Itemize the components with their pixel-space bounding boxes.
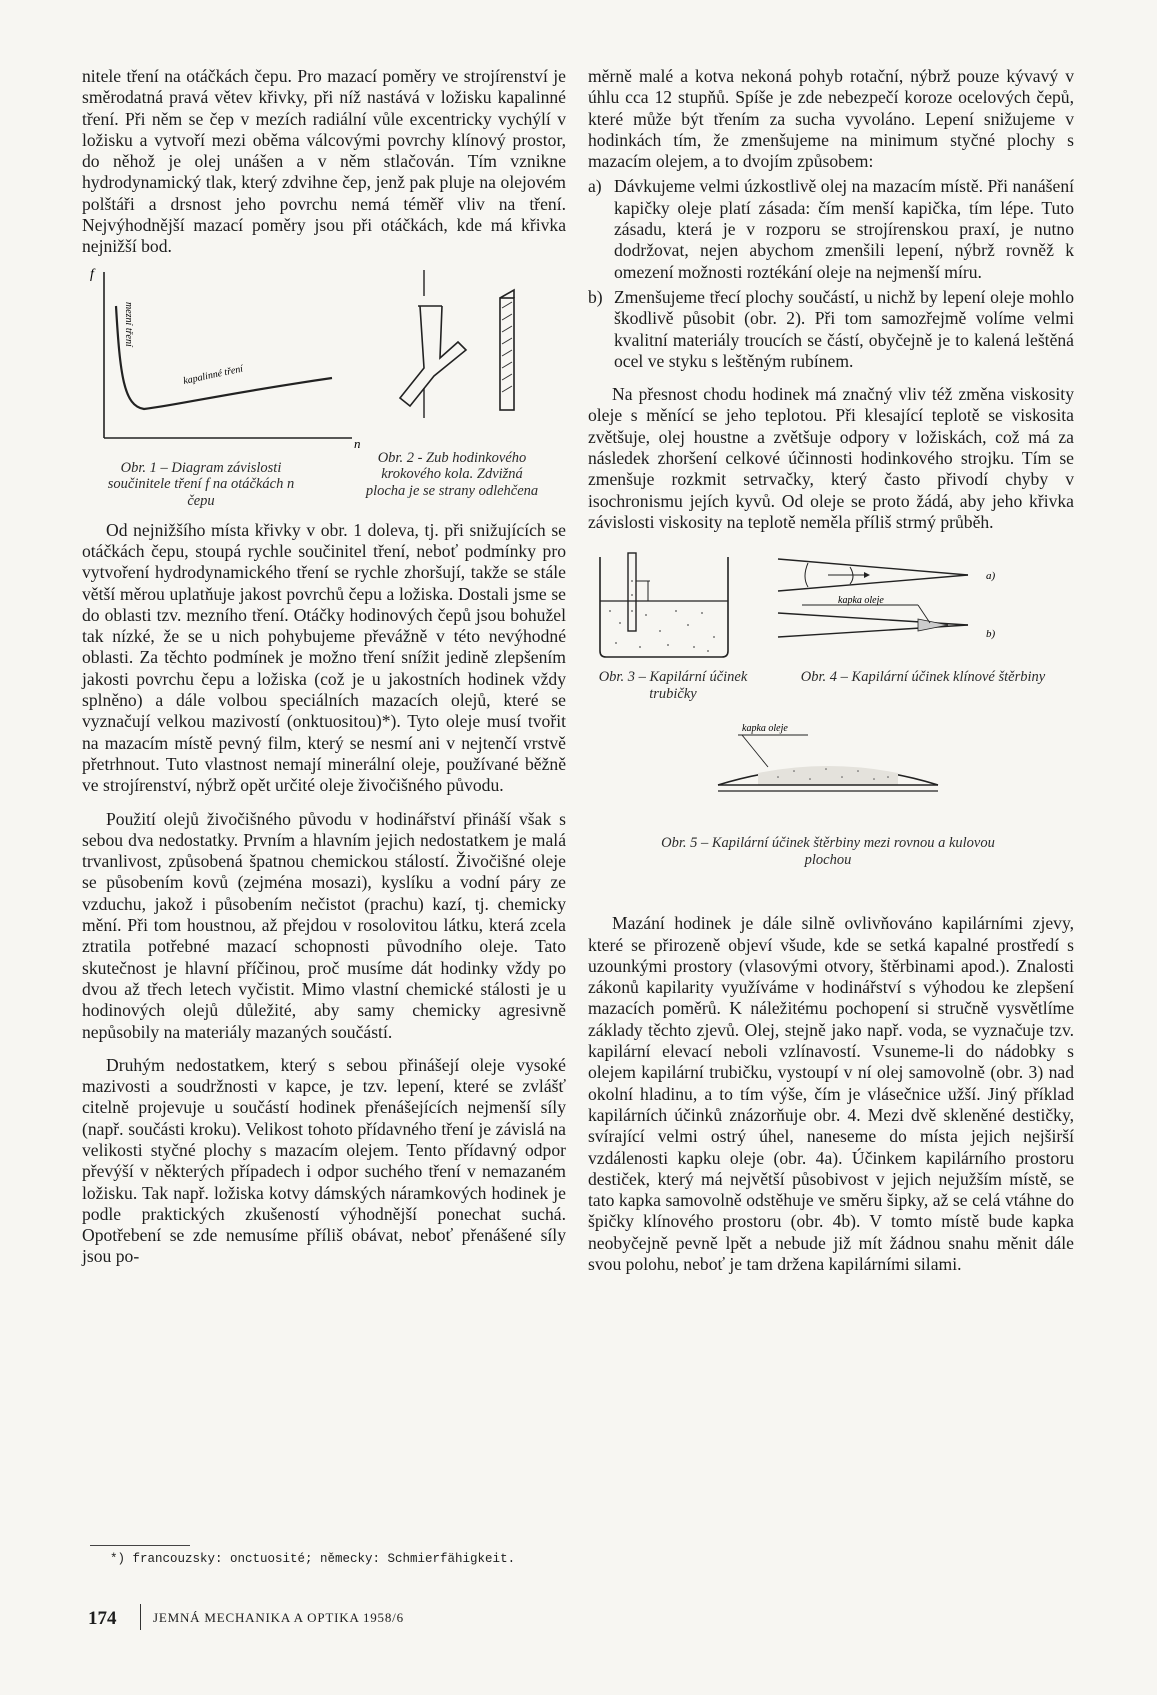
boundary-friction-label: mezní tření (123, 301, 134, 347)
footer-divider (140, 1604, 141, 1630)
right-column (588, 66, 1074, 1275)
figure-caption-4: Obr. 4 – Kapilární účinek klínové štěrbiny (800, 669, 1046, 686)
list-marker: a) (588, 176, 602, 197)
list-item (588, 287, 1074, 372)
list-marker: b) (588, 286, 603, 307)
figure-row-3-4-5 (588, 533, 1074, 913)
journal-title: JEMNÁ MECHANIKA A OPTIKA 1958/6 (153, 1610, 404, 1625)
x-axis-label: n (354, 435, 361, 451)
y-axis-label: f (90, 266, 94, 282)
tooth-figure (382, 268, 532, 426)
list-text: Zmenšujeme třecí plochy součástí, u nichž by lepení oleje mohlo škodlivě působit (obr. 2). Při tom samozřejmě volíme velmi kvalitní materiály troucích se částí, obyčejně je to kalená leštěná ocel ve styku s leštěným rubínem. (614, 286, 1074, 371)
paragraph: měrně malé a kotva nekoná pohyb rotační, nýbrž pouze kývavý v úhlu cca 12 stupňů. Spíše je zde nebezpečí koroze ocelových čepů, které může být třením za sucha vyvoláno. Lepení snižujeme v hodinkách tím, že zmenšujeme na minimum styčné plochy s mazacím olejem, a to dvojím způsobem: (588, 66, 1074, 172)
sphere-drop-label: kapka oleje (742, 723, 788, 735)
figure-row-1-2 (82, 258, 566, 520)
fluid-friction-label: kapalinné tření (182, 363, 245, 387)
capillary-tube-figure (596, 551, 746, 661)
footnote: *) francouzsky: onctuosité; německy: Schmierfähigkeit. (110, 1552, 516, 1566)
figure-caption-2: Obr. 2 - Zub hodinkového krokového kola. Zdvižná plocha je se strany odlehčena (365, 449, 539, 499)
list-item (588, 176, 1074, 282)
figure-caption-1: Obr. 1 – Diagram závislosti součinitele tření f na otáčkách n čepu (107, 459, 295, 509)
paragraph: Na přesnost chodu hodinek má značný vliv též změna viskosity oleje s měnící se jeho teplotou. Při klesající teplotě se viskosita zvětšuje, olej houstne a zvětšuje odpory v ložiskách, což má za následek zhoršení celkové účinnosti hodinkového strojku. Tím se zmenšuje rozkmit setrvačky, který často přivodí chyby v isochronismu jejích kyvů. Od oleje se proto žádá, aby jeho křivka závislosti viskosity na teplotě neměla příliš strmý průběh. (588, 384, 1074, 532)
sphere-gap-figure (698, 719, 958, 829)
page-number: 174 (88, 1608, 117, 1629)
paragraph: Druhým nedostatkem, který s sebou přinášejí oleje vysoké mazivosti a soudržnosti v kapce, je tzv. lepení, které se zvlášť citelně projevuje u součástí hodinek přenášejících nejmenší síly (např. součásti kroku). Velikost tohoto přídavného tření je závislá na velikosti styčné plochy s mazacím olejem. Tento přídavný odpor převýší v některých případech i odpor suchého tření v nemazaném ložisku. Tak např. ložiska kotvy dámských náramkových hodinek je podle praktických zkušeností výhodnější ponechat suchá. Opotřebení se zde nemusíme příliš obávat, neboť přenášené síly jsou po- (82, 1054, 566, 1267)
paragraph: nitele tření na otáčkách čepu. Pro mazací poměry ve strojírenství je směrodatná pravá větev křivky, při níž nastává v ložisku kapalinné tření. Při něm se čep v mezích radiální vůle excentricky vychýlí v ložisku a vytvoří mezi oběma válcovými povrchy klínový prostor, do něhož je olej unášen a v něm stlačován. Tím vznikne hydrodynamický tlak, který zdvihne čep, jenž pak pluje na olejovém polštáři a drsnost jeho povrchu nemá téměř vliv na tření. Nejvýhodnější mazací poměry jsou při otáčkách, kde má křivka nejnižší bod. (82, 66, 566, 257)
left-column (82, 66, 566, 1268)
wedge-label-b: b) (986, 628, 996, 641)
wedge-gap-figure (768, 551, 1068, 661)
list-text: Dávkujeme velmi úzkostlivě olej na mazacím místě. Při nanášení kapičky oleje platí zásada: čím menší kapička, tím lépe. Tuto zásadu, která je v rozporu se strojírenskou praxí, je nutno dodržovat, nejen abychom zmenšili lepení, nýbrž rovněž k omezení možnosti roztékání oleje na nejmenší míru. (614, 176, 1074, 282)
wedge-label-a: a) (986, 570, 996, 583)
friction-diagram (82, 266, 372, 456)
figure-caption-5: Obr. 5 – Kapilární účinek štěrbiny mezi rovnou a kulovou plochou (661, 835, 995, 868)
paragraph: Mazání hodinek je dále silně ovlivňováno kapilárními zjevy, které se přirozeně objeví všude, kde se setká kapalné prostředí s uzounkými prostory (vlasovými otvory, štěrbinami apod.). Znalosti zákonů kapilarity využíváme v hodinářství s výhodou ke zlepšení mazacích poměrů. K náležitému pochopení si stručně vysvětlíme základy těchto zjevů. Olej, stejně jako např. voda, se vyznačuje tzv. kapilární elevací neboli vzlínavostí. Vsuneme-li do nádobky s olejem kapilární trubičku, vystoupí v ní olej samovolně (obr. 3) nad okolní hladinu, a to tím výše, čím je vlásečnice užší. Jiný příklad kapilárních účinků znázorňuje obr. 4. Mezi dvě skleněné destičky, svírající velmi ostrý úhel, naneseme do místa jejich nejširší vzdálenosti kapku oleje (obr. 4a). Účinkem kapilárního prostoru destiček, který má největší působivost v jejich nejužším místě, se tato kapka samovolně odstěhuje ve směru šipky, až se celá vtáhne do špičky klínového prostoru (obr. 4b). V tomto místě bude kapka neobyčejně pevně lpět a nebude již mít žádnou snahu měnit dále svou polohu, neboť je tam držena kapilárními silami. (588, 913, 1074, 1274)
paragraph: Použití olejů živočišného původu v hodinářství přináší však s sebou dva nedostatky. Prvním a hlavním jejich nedostatkem je malá trvanlivost, způsobená špatnou chemickou stálostí. Živočišné oleje se působením kovů (zejména mosazi), kyslíku a vodní páry ze vzduchu, jakož i působením nečistot (prachu) kazí, tj. chemicky mění. Při tom houstnou, až přejdou v rosolovitou látku, která zcela ztratila potřebné mazací schopnosti původního oleje. Tato skutečnost je hlavní příčinou, proč musíme dát hodinky vždy po dvou až třech letech vyčistit. Mimo vlastní chemické stálosti je u hodinových olejů důležité, aby samy chemicky agresivně nepůsobily na materiály mazaných součástí. (82, 808, 566, 1042)
paragraph: Od nejnižšího místa křivky v obr. 1 doleva, tj. při snižujících se otáčkách čepu, stoupá rychle součinitel tření, neboť podmínky pro vytvoření hydrodynamického tření se rychle zhoršují, takže se stále větší měrou uplatňuje jakost povrchů čepu a ložiska. Dostali jsme se do oblasti tzv. mezního tření. Otáčky hodinových čepů jsou bohužel tak nízké, že se u nich pohybujeme převážně v této nevýhodné oblasti. Za těchto podmínek je možno tření snížit jedině zlepšením jakosti povrchu čepu a ložiska (což je u jakostních hodinek vždy splněno) a dále volbou speciálních mazacích olejů, které se vyznačují velkou mazivostí (onktuositou)*). Tyto oleje musí tvořit na mazacím místě pevný film, který se nesmí ani v nejtenčí vrstvě přetrhnout. Tuto vlastnost nemají minerální oleje, používané běžně ve strojírenství, nýbrž opět určité oleje živočišného původu. (82, 519, 566, 796)
wedge-drop-label: kapka oleje (838, 595, 884, 607)
figure-caption-3: Obr. 3 – Kapilární účinek trubičky (598, 669, 748, 702)
footnote-rule (90, 1545, 190, 1546)
